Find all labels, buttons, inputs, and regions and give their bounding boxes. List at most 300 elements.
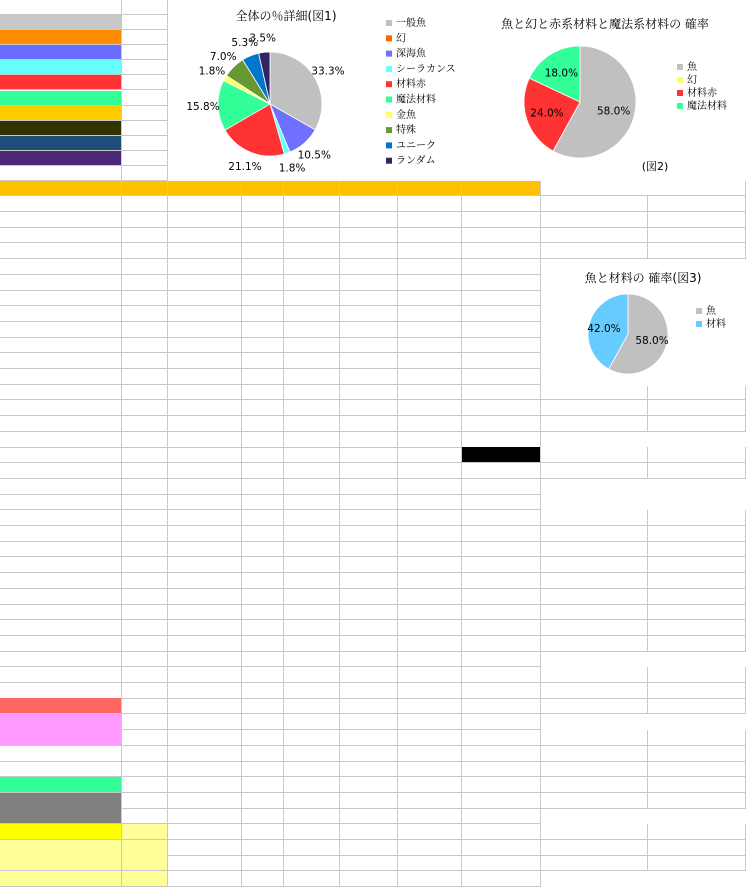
info-label[interactable] [541, 698, 648, 714]
kei-cell[interactable] [462, 840, 541, 856]
cell-name[interactable] [0, 855, 122, 871]
cell-maboroshi[interactable] [242, 824, 284, 840]
cell-shinkai[interactable] [284, 746, 340, 762]
info-label[interactable] [541, 416, 648, 432]
summary-title[interactable] [0, 0, 122, 15]
cell-level[interactable] [122, 761, 168, 777]
cell-kei[interactable] [462, 541, 541, 557]
info-label[interactable] [541, 400, 648, 416]
fig2-value[interactable] [648, 243, 746, 259]
cell-shinkai[interactable] [284, 730, 340, 746]
cell-shinkai[interactable] [284, 384, 340, 400]
cell-coela[interactable] [340, 541, 398, 557]
cell-kuinige[interactable] [398, 290, 462, 306]
cell-name[interactable] [0, 573, 122, 589]
cell-kuinige[interactable] [398, 353, 462, 369]
summary-value[interactable] [122, 91, 168, 106]
info-label[interactable] [541, 620, 648, 636]
cell-kei[interactable] [462, 416, 541, 432]
cell-count[interactable] [168, 777, 242, 793]
column-header[interactable] [340, 181, 398, 196]
cell-maboroshi[interactable] [242, 573, 284, 589]
cell-shinkai[interactable] [284, 416, 340, 432]
cell-shinkai[interactable] [284, 479, 340, 495]
kei-cell[interactable] [462, 447, 541, 463]
kei-cell[interactable] [462, 196, 541, 212]
cell-coela[interactable] [340, 384, 398, 400]
cell-level[interactable] [122, 227, 168, 243]
cell-shinkai[interactable] [284, 698, 340, 714]
cell-kuinige[interactable] [398, 447, 462, 463]
cell-kuinige[interactable] [398, 432, 462, 448]
kei-cell[interactable] [462, 855, 541, 871]
cell-level[interactable] [122, 290, 168, 306]
cell-shinkai[interactable] [284, 227, 340, 243]
kei-cell[interactable] [462, 651, 541, 667]
cell-kei[interactable] [462, 714, 541, 730]
info-value[interactable] [648, 541, 746, 557]
cell-maboroshi[interactable] [242, 730, 284, 746]
cell-shinkai[interactable] [284, 494, 340, 510]
cell-coela[interactable] [340, 855, 398, 871]
cell-count[interactable] [168, 243, 242, 259]
info-label[interactable] [541, 667, 648, 683]
cell-count[interactable] [168, 463, 242, 479]
info-label[interactable] [541, 777, 648, 793]
kei-cell[interactable] [462, 259, 541, 275]
cell-count[interactable] [168, 855, 242, 871]
cell-kei[interactable] [462, 730, 541, 746]
summary-value[interactable] [122, 106, 168, 121]
cell-maboroshi[interactable] [242, 337, 284, 353]
cell-coela[interactable] [340, 400, 398, 416]
cell-count[interactable] [168, 306, 242, 322]
cell-kuinige[interactable] [398, 400, 462, 416]
cell-kei[interactable] [462, 227, 541, 243]
info-label[interactable] [541, 541, 648, 557]
cell-kuinige[interactable] [398, 620, 462, 636]
cell-coela[interactable] [340, 432, 398, 448]
cell-level[interactable] [122, 447, 168, 463]
cell-kei[interactable] [462, 494, 541, 510]
cell-shinkai[interactable] [284, 337, 340, 353]
info-label[interactable] [541, 793, 648, 809]
cell-name[interactable] [0, 730, 122, 746]
cell-coela[interactable] [340, 746, 398, 762]
cell-maboroshi[interactable] [242, 604, 284, 620]
column-header[interactable] [398, 181, 462, 196]
cell-shinkai[interactable] [284, 243, 340, 259]
cell-kuinige[interactable] [398, 667, 462, 683]
cell-kuinige[interactable] [398, 337, 462, 353]
cell-coela[interactable] [340, 353, 398, 369]
cell-shinkai[interactable] [284, 322, 340, 338]
cell-name[interactable] [0, 777, 122, 793]
cell-shinkai[interactable] [284, 212, 340, 228]
cell-coela[interactable] [340, 808, 398, 824]
cell-level[interactable] [122, 824, 168, 840]
cell-maboroshi[interactable] [242, 746, 284, 762]
cell-coela[interactable] [340, 573, 398, 589]
kei-cell[interactable] [462, 463, 541, 479]
cell-kuinige[interactable] [398, 494, 462, 510]
cell-coela[interactable] [340, 275, 398, 291]
cell-count[interactable] [168, 479, 242, 495]
summary-value[interactable] [122, 75, 168, 90]
cell-maboroshi[interactable] [242, 479, 284, 495]
cell-kuinige[interactable] [398, 698, 462, 714]
cell-kei[interactable] [462, 589, 541, 605]
cell-shinkai[interactable] [284, 840, 340, 856]
column-header[interactable] [168, 181, 242, 196]
summary-label[interactable] [0, 106, 122, 121]
cell-maboroshi[interactable] [242, 683, 284, 699]
summary-label[interactable] [0, 136, 122, 151]
cell-maboroshi[interactable] [242, 416, 284, 432]
cell-count[interactable] [168, 353, 242, 369]
cell-count[interactable] [168, 746, 242, 762]
cell-kuinige[interactable] [398, 510, 462, 526]
cell-level[interactable] [122, 667, 168, 683]
cell-shinkai[interactable] [284, 651, 340, 667]
cell-kei[interactable] [462, 667, 541, 683]
info-label[interactable] [541, 855, 648, 871]
cell-kuinige[interactable] [398, 322, 462, 338]
cell-name[interactable] [0, 620, 122, 636]
cell-kuinige[interactable] [398, 604, 462, 620]
cell-count[interactable] [168, 227, 242, 243]
cell-shinkai[interactable] [284, 447, 340, 463]
cell-shinkai[interactable] [284, 573, 340, 589]
cell-shinkai[interactable] [284, 604, 340, 620]
cell-name[interactable] [0, 400, 122, 416]
cell-maboroshi[interactable] [242, 494, 284, 510]
cell-coela[interactable] [340, 479, 398, 495]
cell-count[interactable] [168, 416, 242, 432]
cell-maboroshi[interactable] [242, 306, 284, 322]
cell-shinkai[interactable] [284, 777, 340, 793]
fig2-label[interactable] [541, 227, 648, 243]
info-value[interactable] [648, 447, 746, 463]
cell-level[interactable] [122, 589, 168, 605]
cell-shinkai[interactable] [284, 432, 340, 448]
subtotal-cell[interactable] [398, 746, 462, 762]
cell-kuinige[interactable] [398, 793, 462, 809]
cell-coela[interactable] [340, 667, 398, 683]
cell-coela[interactable] [340, 777, 398, 793]
cell-coela[interactable] [340, 651, 398, 667]
cell-coela[interactable] [340, 824, 398, 840]
info-value[interactable] [648, 510, 746, 526]
cell-shinkai[interactable] [284, 353, 340, 369]
info-label[interactable] [541, 730, 648, 746]
cell-kuinige[interactable] [398, 463, 462, 479]
cell-count[interactable] [168, 793, 242, 809]
cell-kuinige[interactable] [398, 369, 462, 385]
cell-kuinige[interactable] [398, 777, 462, 793]
cell-name[interactable] [0, 196, 122, 212]
cell-name[interactable] [0, 463, 122, 479]
cell-maboroshi[interactable] [242, 196, 284, 212]
cell-maboroshi[interactable] [242, 714, 284, 730]
subtotal-cell[interactable] [398, 840, 462, 856]
cell-level[interactable] [122, 777, 168, 793]
info-label[interactable] [541, 604, 648, 620]
info-value[interactable] [648, 698, 746, 714]
cell-count[interactable] [168, 259, 242, 275]
cell-level[interactable] [122, 322, 168, 338]
cell-shinkai[interactable] [284, 683, 340, 699]
info-label[interactable] [541, 573, 648, 589]
cell-kei[interactable] [462, 510, 541, 526]
cell-level[interactable] [122, 746, 168, 762]
info-label[interactable] [541, 526, 648, 542]
cell-name[interactable] [0, 337, 122, 353]
cell-name[interactable] [0, 698, 122, 714]
cell-shinkai[interactable] [284, 808, 340, 824]
cell-maboroshi[interactable] [242, 840, 284, 856]
cell-kuinige[interactable] [398, 589, 462, 605]
summary-value[interactable] [122, 136, 168, 151]
cell-name[interactable] [0, 369, 122, 385]
cell-count[interactable] [168, 510, 242, 526]
cell-kuinige[interactable] [398, 526, 462, 542]
cell-count[interactable] [168, 589, 242, 605]
cell-coela[interactable] [340, 589, 398, 605]
cell-count[interactable] [168, 290, 242, 306]
cell-maboroshi[interactable] [242, 275, 284, 291]
cell-maboroshi[interactable] [242, 698, 284, 714]
cell-kei[interactable] [462, 353, 541, 369]
cell-name[interactable] [0, 714, 122, 730]
cell-maboroshi[interactable] [242, 557, 284, 573]
kei-cell[interactable] [462, 871, 541, 887]
cell-count[interactable] [168, 761, 242, 777]
column-header[interactable] [0, 181, 122, 196]
summary-label[interactable] [0, 75, 122, 90]
cell-level[interactable] [122, 510, 168, 526]
cell-coela[interactable] [340, 227, 398, 243]
cell-coela[interactable] [340, 683, 398, 699]
cell-level[interactable] [122, 871, 168, 887]
summary-value[interactable] [122, 45, 168, 60]
subtotal-cell[interactable] [398, 761, 462, 777]
cell-coela[interactable] [340, 196, 398, 212]
cell-name[interactable] [0, 479, 122, 495]
cell-kuinige[interactable] [398, 541, 462, 557]
info-label[interactable] [541, 510, 648, 526]
cell-shinkai[interactable] [284, 306, 340, 322]
cell-coela[interactable] [340, 698, 398, 714]
cell-count[interactable] [168, 526, 242, 542]
summary-label[interactable] [0, 121, 122, 136]
cell-coela[interactable] [340, 604, 398, 620]
cell-name[interactable] [0, 824, 122, 840]
fig2-label[interactable] [541, 212, 648, 228]
cell-count[interactable] [168, 840, 242, 856]
cell-name[interactable] [0, 604, 122, 620]
info-value[interactable] [648, 730, 746, 746]
cell-shinkai[interactable] [284, 824, 340, 840]
subtotal-cell[interactable] [398, 824, 462, 840]
cell-level[interactable] [122, 369, 168, 385]
cell-kuinige[interactable] [398, 683, 462, 699]
kei-cell[interactable] [462, 746, 541, 762]
info-value[interactable] [648, 840, 746, 856]
cell-shinkai[interactable] [284, 196, 340, 212]
cell-name[interactable] [0, 212, 122, 228]
cell-maboroshi[interactable] [242, 620, 284, 636]
cell-kuinige[interactable] [398, 808, 462, 824]
cell-count[interactable] [168, 322, 242, 338]
cell-maboroshi[interactable] [242, 761, 284, 777]
info-value[interactable] [648, 667, 746, 683]
cell-coela[interactable] [340, 463, 398, 479]
cell-maboroshi[interactable] [242, 259, 284, 275]
info-label[interactable] [541, 746, 648, 762]
cell-kuinige[interactable] [398, 196, 462, 212]
info-value[interactable] [648, 855, 746, 871]
cell-name[interactable] [0, 227, 122, 243]
cell-name[interactable] [0, 667, 122, 683]
summary-label[interactable] [0, 91, 122, 106]
summary-value[interactable] [122, 60, 168, 75]
cell-coela[interactable] [340, 322, 398, 338]
cell-maboroshi[interactable] [242, 777, 284, 793]
kei-cell[interactable] [462, 636, 541, 652]
info-value[interactable] [648, 416, 746, 432]
cell-count[interactable] [168, 400, 242, 416]
cell-name[interactable] [0, 526, 122, 542]
cell-maboroshi[interactable] [242, 855, 284, 871]
summary-value[interactable] [122, 15, 168, 30]
cell-level[interactable] [122, 275, 168, 291]
cell-shinkai[interactable] [284, 557, 340, 573]
cell-maboroshi[interactable] [242, 322, 284, 338]
cell-name[interactable] [0, 793, 122, 809]
cell-coela[interactable] [340, 730, 398, 746]
info-value[interactable] [648, 636, 746, 652]
cell-level[interactable] [122, 243, 168, 259]
cell-level[interactable] [122, 353, 168, 369]
cell-count[interactable] [168, 447, 242, 463]
cell-level[interactable] [122, 432, 168, 448]
info-label[interactable] [541, 384, 648, 400]
cell-shinkai[interactable] [284, 636, 340, 652]
info-value[interactable] [648, 557, 746, 573]
summary-label[interactable] [0, 151, 122, 166]
cell-shinkai[interactable] [284, 290, 340, 306]
kei-cell[interactable] [462, 400, 541, 416]
cell-name[interactable] [0, 808, 122, 824]
cell-maboroshi[interactable] [242, 793, 284, 809]
kei-cell[interactable] [462, 337, 541, 353]
cell-name[interactable] [0, 840, 122, 856]
cell-kei[interactable] [462, 683, 541, 699]
cell-maboroshi[interactable] [242, 290, 284, 306]
kei-cell[interactable] [462, 761, 541, 777]
info-value[interactable] [648, 400, 746, 416]
cell-name[interactable] [0, 589, 122, 605]
cell-maboroshi[interactable] [242, 651, 284, 667]
cell-level[interactable] [122, 651, 168, 667]
info-value[interactable] [648, 463, 746, 479]
cell-kei[interactable] [462, 604, 541, 620]
cell-count[interactable] [168, 824, 242, 840]
kei-cell[interactable] [462, 322, 541, 338]
subtotal-cell[interactable] [398, 855, 462, 871]
cell-coela[interactable] [340, 761, 398, 777]
cell-level[interactable] [122, 683, 168, 699]
cell-level[interactable] [122, 698, 168, 714]
cell-kuinige[interactable] [398, 227, 462, 243]
cell-coela[interactable] [340, 306, 398, 322]
fig2-label[interactable] [541, 243, 648, 259]
cell-level[interactable] [122, 337, 168, 353]
cell-name[interactable] [0, 432, 122, 448]
summary-title-value[interactable] [122, 0, 168, 15]
cell-count[interactable] [168, 337, 242, 353]
cell-kei[interactable] [462, 793, 541, 809]
cell-level[interactable] [122, 636, 168, 652]
cell-level[interactable] [122, 573, 168, 589]
cell-coela[interactable] [340, 557, 398, 573]
cell-name[interactable] [0, 636, 122, 652]
cell-coela[interactable] [340, 840, 398, 856]
cell-coela[interactable] [340, 714, 398, 730]
cell-level[interactable] [122, 384, 168, 400]
kei-cell[interactable] [462, 384, 541, 400]
cell-kei[interactable] [462, 369, 541, 385]
info-value[interactable] [648, 620, 746, 636]
cell-level[interactable] [122, 604, 168, 620]
info-value[interactable] [648, 761, 746, 777]
info-label[interactable] [541, 589, 648, 605]
cell-kei[interactable] [462, 243, 541, 259]
info-value[interactable] [648, 384, 746, 400]
cell-maboroshi[interactable] [242, 636, 284, 652]
cell-level[interactable] [122, 196, 168, 212]
info-value[interactable] [648, 793, 746, 809]
cell-level[interactable] [122, 793, 168, 809]
cell-count[interactable] [168, 494, 242, 510]
info-label[interactable] [541, 557, 648, 573]
cell-shinkai[interactable] [284, 793, 340, 809]
cell-kuinige[interactable] [398, 636, 462, 652]
cell-coela[interactable] [340, 337, 398, 353]
cell-count[interactable] [168, 384, 242, 400]
cell-maboroshi[interactable] [242, 447, 284, 463]
cell-name[interactable] [0, 541, 122, 557]
summary-value[interactable] [122, 121, 168, 136]
cell-maboroshi[interactable] [242, 227, 284, 243]
cell-coela[interactable] [340, 243, 398, 259]
info-value[interactable] [648, 824, 746, 840]
cell-kei[interactable] [462, 479, 541, 495]
subtotal-cell[interactable] [398, 871, 462, 887]
info-label[interactable] [541, 840, 648, 856]
cell-coela[interactable] [340, 494, 398, 510]
info-label[interactable] [541, 463, 648, 479]
cell-name[interactable] [0, 416, 122, 432]
cell-name[interactable] [0, 761, 122, 777]
cell-name[interactable] [0, 322, 122, 338]
cell-shinkai[interactable] [284, 589, 340, 605]
cell-kei[interactable] [462, 557, 541, 573]
cell-coela[interactable] [340, 510, 398, 526]
cell-level[interactable] [122, 400, 168, 416]
cell-count[interactable] [168, 557, 242, 573]
